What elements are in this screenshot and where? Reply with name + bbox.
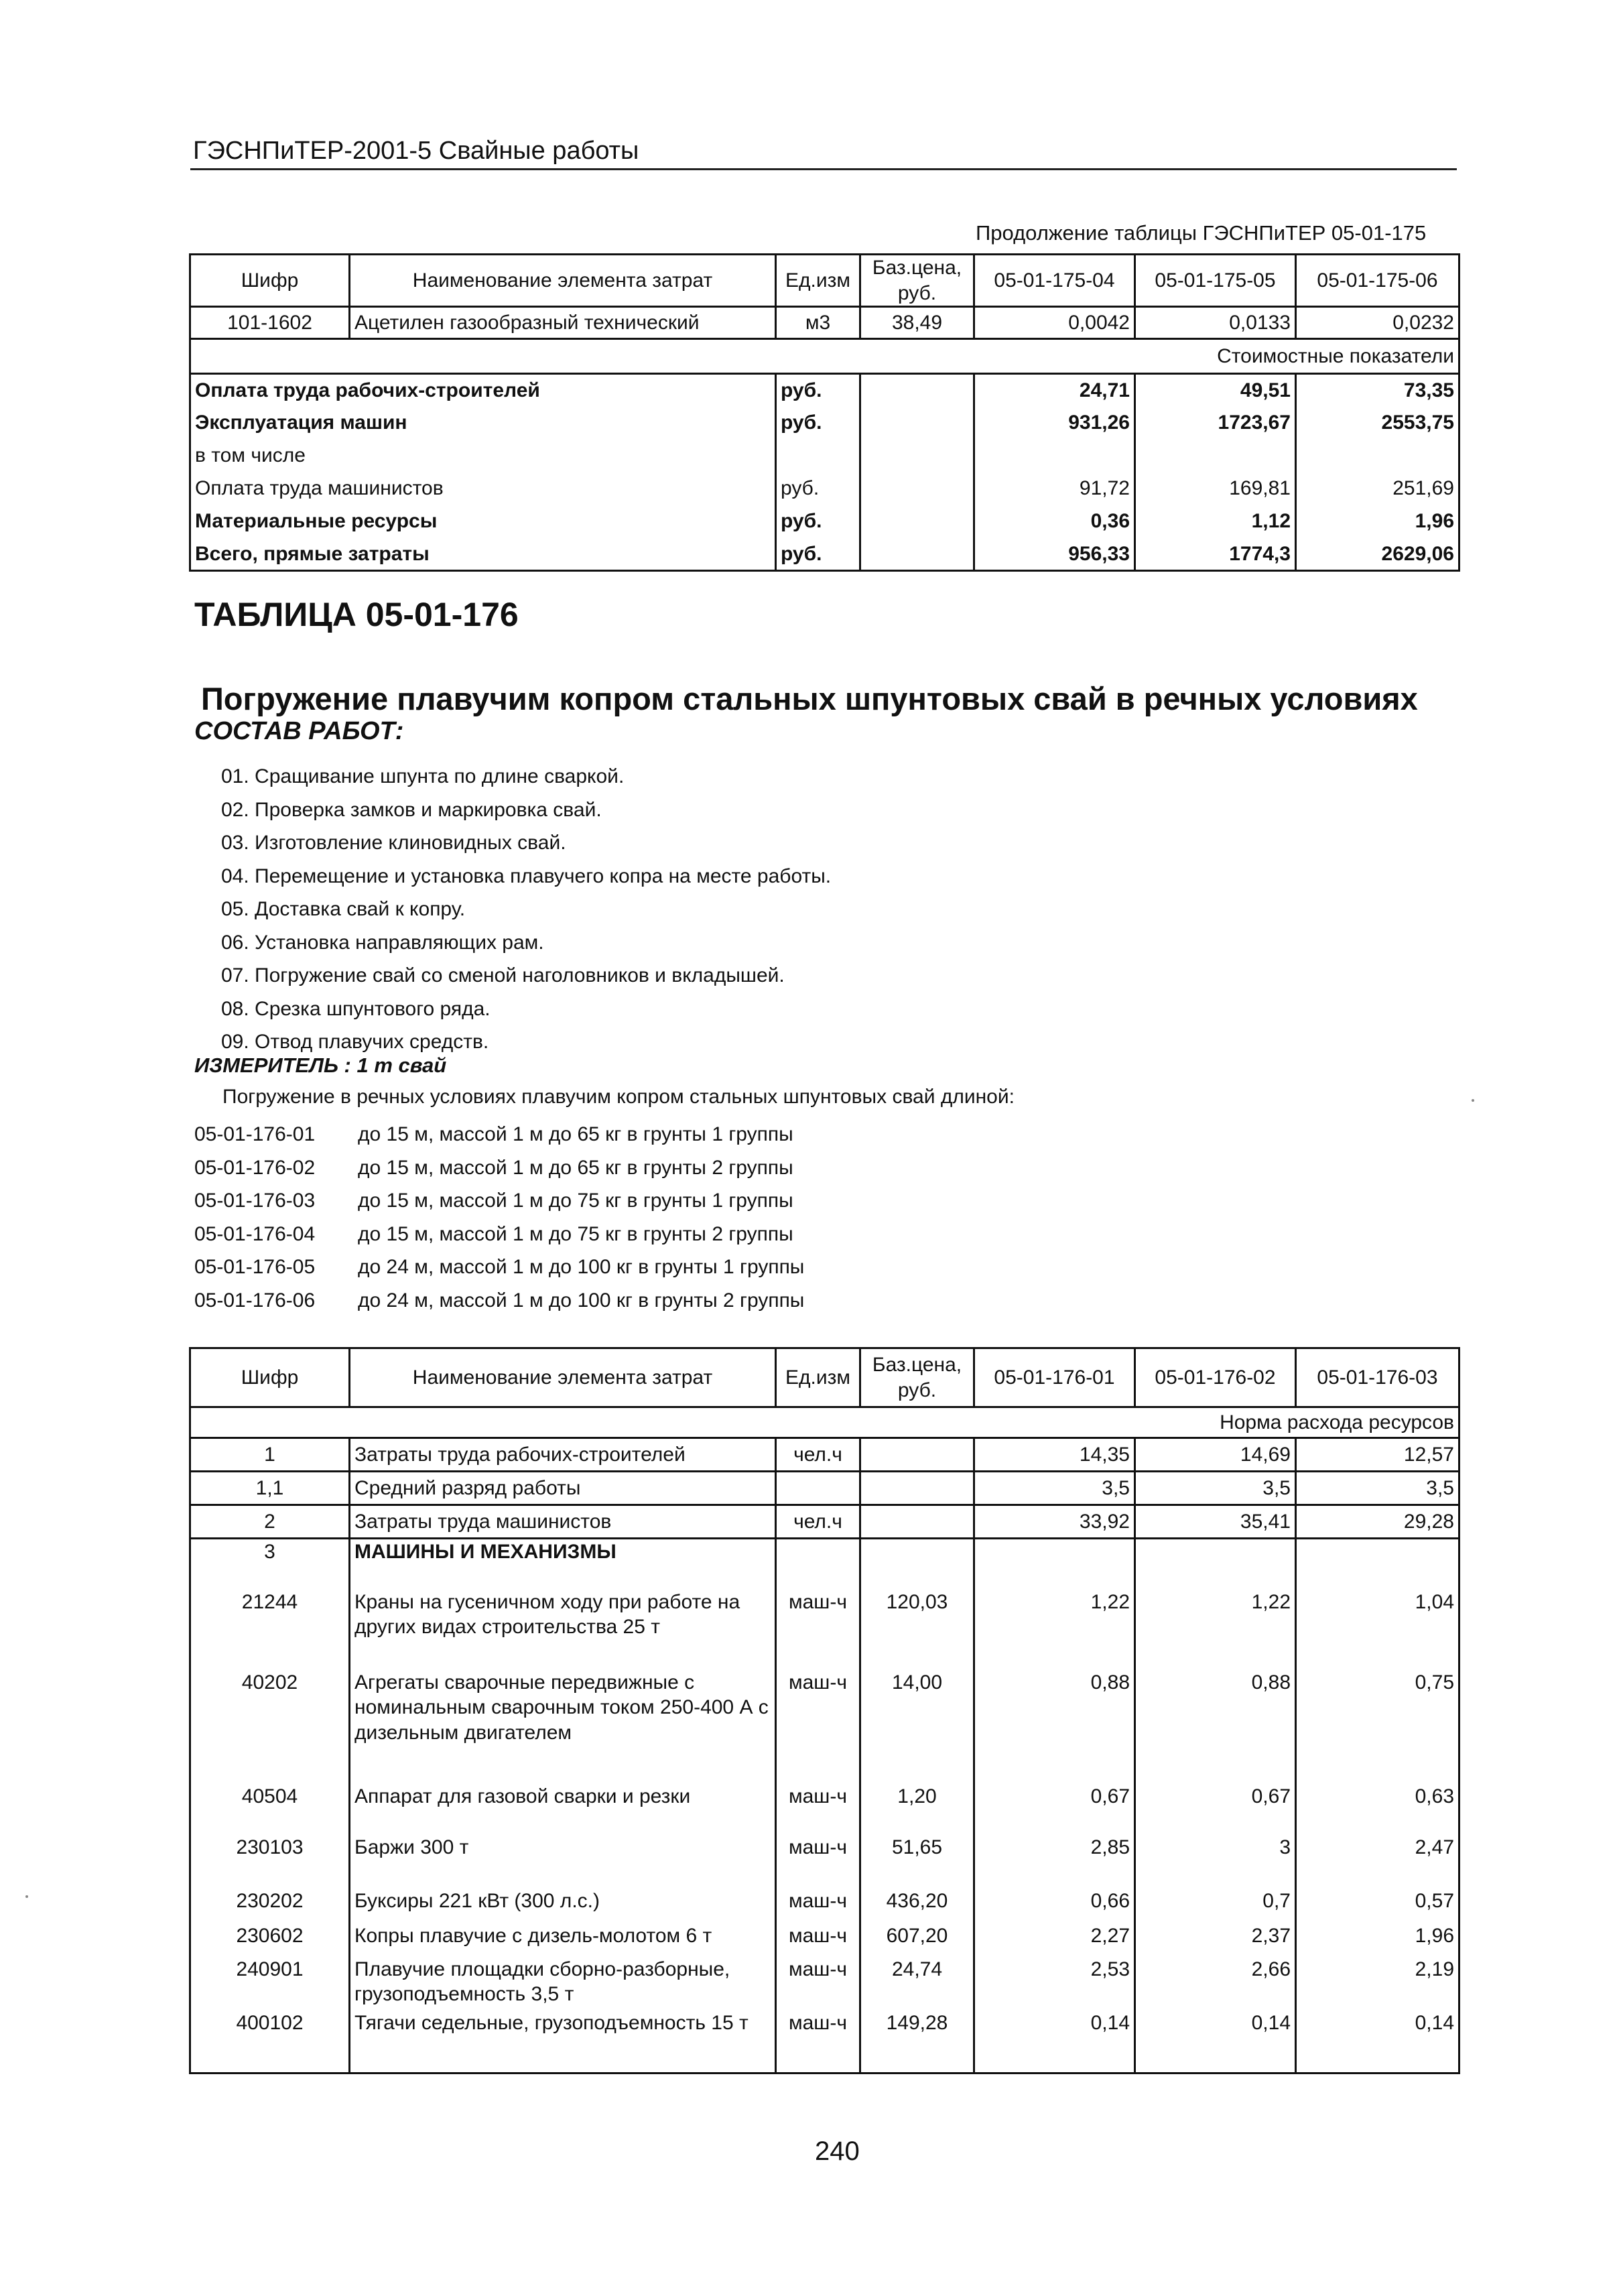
cell-price: [860, 1505, 974, 1539]
table-header-row: [190, 1348, 1459, 1407]
cell-name: Затраты труда машинистов: [350, 1505, 776, 1539]
table-title: ТАБЛИЦА 05-01-176: [194, 596, 519, 633]
cell-value-2: 0,0133: [1135, 307, 1296, 339]
variant-code: 05-01-176-05: [194, 1256, 316, 1279]
cell-unit: маш-ч: [776, 1580, 860, 1666]
table-row: [190, 1472, 1459, 1505]
page-number: 240: [815, 2136, 860, 2166]
col-header-name: Наименование элемента затрат: [350, 255, 776, 307]
cell-unit: руб.: [776, 538, 860, 571]
cell-price: 120,03: [860, 1580, 974, 1666]
col-header-variant-1: 05-01-175-04: [974, 255, 1135, 307]
cell-value-3: [1296, 440, 1459, 472]
composition-label: СОСТАВ РАБОТ:: [194, 717, 404, 745]
table-row: [190, 538, 1459, 571]
col-header-unit: Ед.изм: [776, 255, 860, 307]
table-row: [190, 1923, 1459, 1957]
section-subtitle: Погружение плавучим копром стальных шпунтовых свай в речных условиях: [201, 681, 1418, 716]
table-row: [190, 307, 1459, 339]
cell-unit: маш-ч: [776, 1880, 860, 1923]
cell-value-2: 0,67: [1135, 1777, 1296, 1828]
cell-value-3: 2553,75: [1296, 407, 1459, 440]
cell-value-2: 14,69: [1135, 1438, 1296, 1472]
cell-name: Эксплуатация машин: [190, 407, 776, 440]
cell-value-2: 49,51: [1135, 374, 1296, 407]
variant-text: до 24 м, массой 1 м до 100 кг в грунты 1 группы: [358, 1256, 805, 1279]
cell-name: Плавучие площадки сборно-разборные, грузоподъемность 3,5 т: [350, 1957, 776, 2011]
list-item: [194, 1184, 804, 1218]
cell-value-3: 2,19: [1296, 1957, 1459, 2011]
cell-value-2: 1774,3: [1135, 538, 1296, 571]
cell-price: [860, 1472, 974, 1505]
table-row: [190, 1957, 1459, 2011]
cell-name: Материальные ресурсы: [190, 505, 776, 538]
table-row: [190, 505, 1459, 538]
cell-name: Затраты труда рабочих-строителей: [350, 1438, 776, 1472]
cell-value-3: 2629,06: [1296, 538, 1459, 571]
cell-unit: маш-ч: [776, 1957, 860, 2011]
list-item: 08. Срезка шпунтового ряда.: [221, 997, 491, 1020]
cell-value-3: 0,57: [1296, 1880, 1459, 1923]
scan-speck: [1472, 1099, 1474, 1102]
cell-name: Ацетилен газообразный технический: [350, 307, 776, 339]
cell-value-2: 3: [1135, 1828, 1296, 1880]
cell-name: Оплата труда рабочих-строителей: [190, 374, 776, 407]
cell-value-1: 2,27: [974, 1923, 1135, 1957]
col-header-name: Наименование элемента затрат: [350, 1348, 776, 1407]
cell-name: Агрегаты сварочные передвижные с номинальным сварочным током 250-400 А с дизельным двигателем: [350, 1666, 776, 1777]
table-header-row: [190, 255, 1459, 307]
cell-value-3: 1,04: [1296, 1580, 1459, 1666]
cell-value-2: 2,37: [1135, 1923, 1296, 1957]
cell-value-1: 14,35: [974, 1438, 1135, 1472]
list-item: 09. Отвод плавучих средств.: [221, 1031, 489, 1053]
list-item: 05. Доставка свай к копру.: [221, 898, 466, 920]
list-item: [194, 1251, 804, 1284]
cell-value-3: 0,63: [1296, 1777, 1459, 1828]
list-item: [194, 1151, 804, 1185]
table-row: [190, 1505, 1459, 1539]
cell-name: Оплата труда машинистов: [190, 472, 776, 505]
cell-name: Тягачи седельные, грузоподъемность 15 т: [350, 2011, 776, 2074]
cell-value-3: 73,35: [1296, 374, 1459, 407]
cell-value-1: 3,5: [974, 1472, 1135, 1505]
cell-name: Средний разряд работы: [350, 1472, 776, 1505]
table-row: [190, 1438, 1459, 1472]
variant-code: 05-01-176-01: [194, 1123, 316, 1145]
cell-value-2: 3,5: [1135, 1472, 1296, 1505]
list-item: 04. Перемещение и установка плавучего копра на месте работы.: [221, 865, 832, 887]
cell-unit: руб.: [776, 407, 860, 440]
cell-name: Буксиры 221 кВт (300 л.с.): [350, 1880, 776, 1923]
cell-code: 1: [190, 1438, 350, 1472]
cell-code: 240901: [190, 1957, 350, 2011]
variants-intro: Погружение в речных условиях плавучим копром стальных шпунтовых свай длиной:: [222, 1086, 1015, 1108]
section-label-row: [190, 1407, 1459, 1438]
cell-value-2: 0,14: [1135, 2011, 1296, 2074]
cell-unit: [776, 1539, 860, 1580]
cell-value-3: 12,57: [1296, 1438, 1459, 1472]
table-continuation-note: Продолжение таблицы ГЭСНПиТЕР 05-01-175: [976, 221, 1427, 245]
cell-value-3: 29,28: [1296, 1505, 1459, 1539]
list-item: 03. Изготовление клиновидных свай.: [221, 832, 566, 854]
running-header: ГЭСНПиТЕР-2001-5 Свайные работы: [193, 137, 639, 165]
cell-value-1: 0,0042: [974, 307, 1135, 339]
list-item: 02. Проверка замков и маркировка свай.: [221, 798, 602, 821]
list-item: 06. Установка направляющих рам.: [221, 931, 544, 954]
cell-price: 1,20: [860, 1777, 974, 1828]
cell-value-1: 0,36: [974, 505, 1135, 538]
cell-price: 38,49: [860, 307, 974, 339]
variant-code: 05-01-176-06: [194, 1289, 316, 1312]
cell-name: МАШИНЫ И МЕХАНИЗМЫ: [350, 1539, 776, 1580]
variant-code: 05-01-176-04: [194, 1222, 316, 1245]
cell-value-2: 1,22: [1135, 1580, 1296, 1666]
col-header-code: Шифр: [190, 1348, 350, 1407]
cell-unit: [776, 440, 860, 472]
cell-value-3: 2,47: [1296, 1828, 1459, 1880]
cell-price: 436,20: [860, 1880, 974, 1923]
cell-unit: маш-ч: [776, 2011, 860, 2074]
cell-unit: [776, 1472, 860, 1505]
cell-name: Копры плавучие с дизель-молотом 6 т: [350, 1923, 776, 1957]
cell-unit: маш-ч: [776, 1828, 860, 1880]
cell-value-3: 1,96: [1296, 505, 1459, 538]
cell-value-1: [974, 1539, 1135, 1580]
list-item: 07. Погружение свай со сменой наголовников и вкладышей.: [221, 964, 785, 986]
cell-unit: маш-ч: [776, 1666, 860, 1777]
cell-value-2: 0,88: [1135, 1666, 1296, 1777]
cell-value-3: 3,5: [1296, 1472, 1459, 1505]
variant-list: [194, 1118, 804, 1318]
cell-value-1: 2,85: [974, 1828, 1135, 1880]
variant-code: 05-01-176-02: [194, 1156, 316, 1179]
cell-code: 230602: [190, 1923, 350, 1957]
col-header-price: Баз.цена, руб.: [860, 255, 974, 307]
cell-code: 40202: [190, 1666, 350, 1777]
cell-value-1: [974, 440, 1135, 472]
cell-value-2: 1,12: [1135, 505, 1296, 538]
cell-unit: м3: [776, 307, 860, 339]
cell-price: 24,74: [860, 1957, 974, 2011]
cell-value-3: 1,96: [1296, 1923, 1459, 1957]
cell-value-2: 1723,67: [1135, 407, 1296, 440]
cell-value-1: 0,67: [974, 1777, 1135, 1828]
cell-name: Баржи 300 т: [350, 1828, 776, 1880]
measure-unit: ИЗМЕРИТЕЛЬ : 1 т свай: [194, 1054, 447, 1077]
table-row: [190, 440, 1459, 472]
col-header-price: Баз.цена, руб.: [860, 1348, 974, 1407]
table-05-01-176: [189, 1347, 1460, 2074]
col-header-variant-1: 05-01-176-01: [974, 1348, 1135, 1407]
cell-price: [860, 1539, 974, 1580]
cell-name: Аппарат для газовой сварки и резки: [350, 1777, 776, 1828]
cell-name: в том числе: [190, 440, 776, 472]
section-label-row: [190, 339, 1459, 374]
cell-price: [860, 1438, 974, 1472]
cell-unit: маш-ч: [776, 1777, 860, 1828]
variant-text: до 24 м, массой 1 м до 100 кг в грунты 2 группы: [358, 1289, 805, 1312]
cell-value-2: 35,41: [1135, 1505, 1296, 1539]
list-item: [194, 1284, 804, 1318]
scan-speck: [25, 1895, 28, 1898]
table-row: [190, 407, 1459, 440]
cell-value-1: 0,14: [974, 2011, 1135, 2074]
cell-value-2: 2,66: [1135, 1957, 1296, 2011]
table-row: [190, 2011, 1459, 2074]
col-header-code: Шифр: [190, 255, 350, 307]
col-header-variant-3: 05-01-175-06: [1296, 255, 1459, 307]
variant-text: до 15 м, массой 1 м до 75 кг в грунты 2 группы: [358, 1222, 793, 1245]
cell-unit: маш-ч: [776, 1923, 860, 1957]
cell-value-3: 0,14: [1296, 2011, 1459, 2074]
variant-text: до 15 м, массой 1 м до 65 кг в грунты 2 группы: [358, 1156, 793, 1179]
cell-value-1: 0,88: [974, 1666, 1135, 1777]
variant-text: до 15 м, массой 1 м до 65 кг в грунты 1 группы: [358, 1123, 793, 1145]
table-row: [190, 1777, 1459, 1828]
table-row: [190, 374, 1459, 407]
cell-value-3: 0,0232: [1296, 307, 1459, 339]
cell-code: 1,1: [190, 1472, 350, 1505]
table-row: [190, 1880, 1459, 1923]
col-header-variant-2: 05-01-175-05: [1135, 255, 1296, 307]
cell-value-1: 1,22: [974, 1580, 1135, 1666]
cell-value-1: 24,71: [974, 374, 1135, 407]
table-row: [190, 1828, 1459, 1880]
cell-value-3: [1296, 1539, 1459, 1580]
cell-code: 101-1602: [190, 307, 350, 339]
table-row: [190, 472, 1459, 505]
variant-code: 05-01-176-03: [194, 1190, 316, 1212]
cell-unit: чел.ч: [776, 1505, 860, 1539]
cell-value-3: 0,75: [1296, 1666, 1459, 1777]
cell-value-1: 91,72: [974, 472, 1135, 505]
cell-value-1: 0,66: [974, 1880, 1135, 1923]
col-header-variant-3: 05-01-176-03: [1296, 1348, 1459, 1407]
cell-value-1: 956,33: [974, 538, 1135, 571]
table-row: [190, 1539, 1459, 1580]
cell-value-1: 33,92: [974, 1505, 1135, 1539]
cell-unit: чел.ч: [776, 1438, 860, 1472]
cell-code: 230202: [190, 1880, 350, 1923]
table-05-01-175-continuation: [189, 253, 1460, 572]
cell-unit: руб.: [776, 505, 860, 538]
cell-price: 149,28: [860, 2011, 974, 2074]
cell-code: 40504: [190, 1777, 350, 1828]
list-item: [194, 1218, 804, 1251]
cell-price: 607,20: [860, 1923, 974, 1957]
cell-code: 400102: [190, 2011, 350, 2074]
section-label: Норма расхода ресурсов: [190, 1407, 1459, 1438]
cell-price: 51,65: [860, 1828, 974, 1880]
cell-price: 14,00: [860, 1666, 974, 1777]
cell-value-1: 931,26: [974, 407, 1135, 440]
table-row: [190, 1580, 1459, 1666]
cell-value-3: 251,69: [1296, 472, 1459, 505]
cell-name: Краны на гусеничном ходу при работе на других видах строительства 25 т: [350, 1580, 776, 1666]
cell-unit: руб.: [776, 472, 860, 505]
cell-name: Всего, прямые затраты: [190, 538, 776, 571]
cell-code: 2: [190, 1505, 350, 1539]
header-rule: [190, 168, 1457, 170]
cell-value-2: 169,81: [1135, 472, 1296, 505]
variant-text: до 15 м, массой 1 м до 75 кг в грунты 1 группы: [358, 1190, 793, 1212]
section-label: Стоимостные показатели: [190, 339, 1459, 374]
table-row: [190, 1666, 1459, 1777]
cell-unit: руб.: [776, 374, 860, 407]
cell-code: 3: [190, 1539, 350, 1580]
cell-value-2: [1135, 440, 1296, 472]
work-steps-list: [221, 760, 831, 1059]
cell-value-1: 2,53: [974, 1957, 1135, 2011]
cell-value-2: [1135, 1539, 1296, 1580]
list-item: [194, 1118, 804, 1151]
cell-code: 230103: [190, 1828, 350, 1880]
cell-value-2: 0,7: [1135, 1880, 1296, 1923]
cell-code: 21244: [190, 1580, 350, 1666]
list-item: 01. Сращивание шпунта по длине сваркой.: [221, 765, 625, 787]
col-header-variant-2: 05-01-176-02: [1135, 1348, 1296, 1407]
col-header-unit: Ед.изм: [776, 1348, 860, 1407]
